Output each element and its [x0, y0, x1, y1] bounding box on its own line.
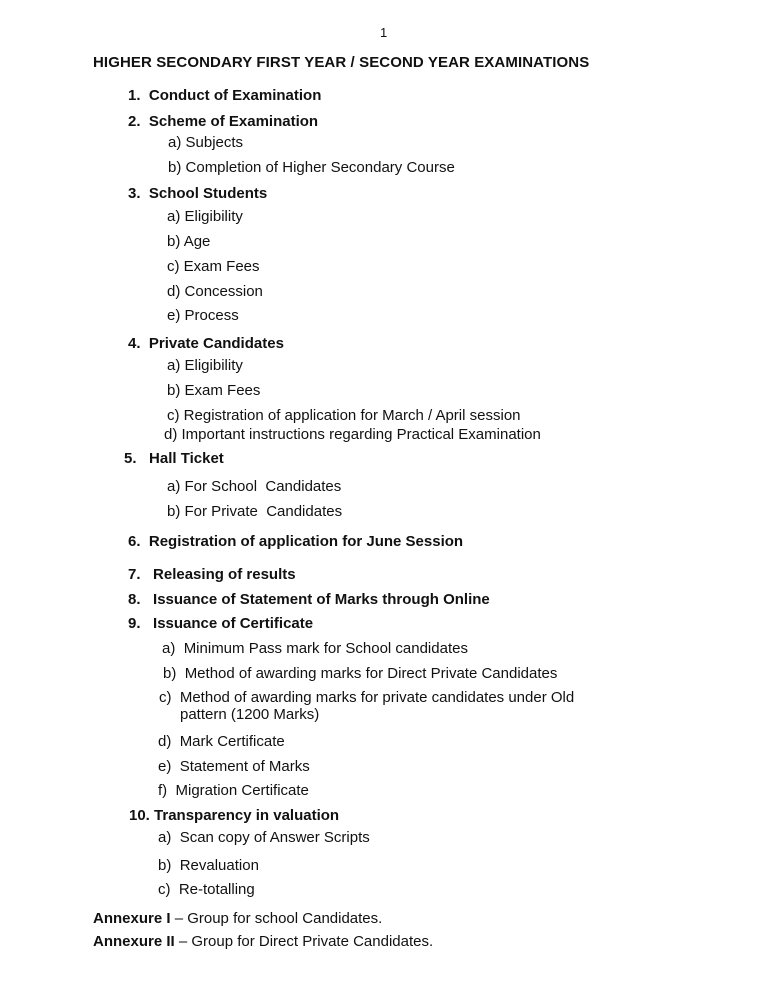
section-label: Registration of application for June Session: [148, 533, 464, 550]
list-item: [158, 782, 309, 800]
list-item: [158, 733, 285, 751]
annexure-2: [93, 933, 433, 951]
annexure-1: [93, 910, 382, 928]
section-7-heading: [128, 566, 296, 584]
text: d): [158, 733, 172, 750]
list-item: [168, 134, 243, 152]
annexure-label: Annexure I: [93, 910, 171, 927]
section-9-heading: [128, 615, 313, 633]
text: e): [158, 758, 172, 775]
section-label: Hall Ticket: [149, 450, 224, 467]
list-item: [167, 208, 243, 226]
text: b): [158, 857, 172, 874]
text: Scan copy of Answer Scripts: [179, 829, 370, 846]
section-2-heading: [128, 113, 318, 131]
section-number: 7.: [128, 566, 141, 583]
text: a): [168, 134, 182, 151]
annexure-text: – Group for Direct Private Candidates.: [174, 933, 434, 950]
section-label: School Students: [148, 185, 268, 202]
section-number: 9.: [128, 615, 141, 632]
text: a): [162, 640, 176, 657]
text: c): [158, 881, 171, 898]
text: Eligibility: [184, 357, 243, 374]
section-label: Transparency in valuation: [154, 807, 340, 824]
list-item: [163, 665, 557, 683]
page-number: 1: [380, 25, 388, 40]
section-label: Private Candidates: [148, 335, 284, 352]
list-item-continuation: pattern (1200 Marks): [180, 706, 320, 723]
list-item: [167, 382, 260, 400]
text: Statement of Marks: [179, 758, 310, 775]
text: Important instructions regarding Practical Examination: [181, 426, 541, 443]
text: Revaluation: [179, 857, 259, 874]
text: b): [167, 503, 181, 520]
list-item: [167, 357, 243, 375]
text: Minimum Pass mark for School candidates: [183, 640, 468, 657]
text: Method of awarding marks for private candidates under Old: [179, 689, 575, 706]
list-item: [167, 233, 210, 251]
list-item: [158, 857, 259, 875]
section-number: 4.: [128, 335, 141, 352]
text: d): [164, 426, 178, 443]
annexure-label: Annexure II: [93, 933, 175, 950]
section-number: 8.: [128, 591, 141, 608]
section-number: 1.: [128, 87, 141, 104]
section-number: 3.: [128, 185, 141, 202]
list-item: [167, 407, 521, 425]
text: a): [167, 357, 181, 374]
text: a): [158, 829, 172, 846]
section-5-heading: [124, 450, 224, 468]
text: Exam Fees: [184, 382, 261, 399]
text: Process: [184, 307, 239, 324]
list-item: [158, 829, 370, 847]
text: Registration of application for March / April session: [183, 407, 521, 424]
text: a): [167, 208, 181, 225]
section-1-heading: [128, 87, 321, 105]
text: Eligibility: [184, 208, 243, 225]
section-number: 6.: [128, 533, 141, 550]
text: b): [168, 159, 182, 176]
section-8-heading: [128, 591, 490, 609]
list-item: [159, 689, 574, 707]
text: Completion of Higher Secondary Course: [185, 159, 455, 176]
text: b): [163, 665, 177, 682]
text: b): [167, 233, 181, 250]
list-item: [158, 881, 255, 899]
text: Concession: [184, 283, 263, 300]
section-label: Conduct of Examination: [148, 87, 322, 104]
list-item: [167, 283, 263, 301]
list-item: [158, 758, 310, 776]
list-item: [167, 307, 239, 325]
text: For Private Candidates: [184, 503, 343, 520]
text: Migration Certificate: [175, 782, 309, 799]
text: Re-totalling: [178, 881, 255, 898]
text: a): [167, 478, 181, 495]
text: d): [167, 283, 181, 300]
section-10-heading: [129, 807, 339, 825]
text: Mark Certificate: [179, 733, 285, 750]
section-label: Issuance of Statement of Marks through Online: [153, 591, 490, 608]
section-3-heading: [128, 185, 267, 203]
text: For School Candidates: [184, 478, 342, 495]
list-item: [167, 258, 260, 276]
section-4-heading: [128, 335, 284, 353]
section-number: 2.: [128, 113, 141, 130]
section-6-heading: [128, 533, 463, 551]
list-item: [168, 159, 455, 177]
text: Method of awarding marks for Direct Private Candidates: [184, 665, 558, 682]
text: c): [159, 689, 172, 706]
section-label: Releasing of results: [153, 566, 296, 583]
annexure-text: – Group for school Candidates.: [170, 910, 383, 927]
text: e): [167, 307, 181, 324]
text: f): [158, 782, 168, 799]
section-label: Scheme of Examination: [148, 113, 319, 130]
text: Exam Fees: [183, 258, 260, 275]
section-number: 5.: [124, 450, 137, 467]
text: c): [167, 258, 180, 275]
list-item: [167, 503, 342, 521]
list-item: [167, 478, 341, 496]
section-number: 10.: [129, 807, 150, 824]
text: b): [167, 382, 181, 399]
section-label: Issuance of Certificate: [153, 615, 314, 632]
list-item: [162, 640, 468, 658]
text: Age: [183, 233, 211, 250]
document-title: HIGHER SECONDARY FIRST YEAR / SECOND YEAR EXAMINATIONS: [93, 54, 590, 71]
list-item: [164, 426, 541, 444]
text: Subjects: [185, 134, 244, 151]
text: c): [167, 407, 180, 424]
